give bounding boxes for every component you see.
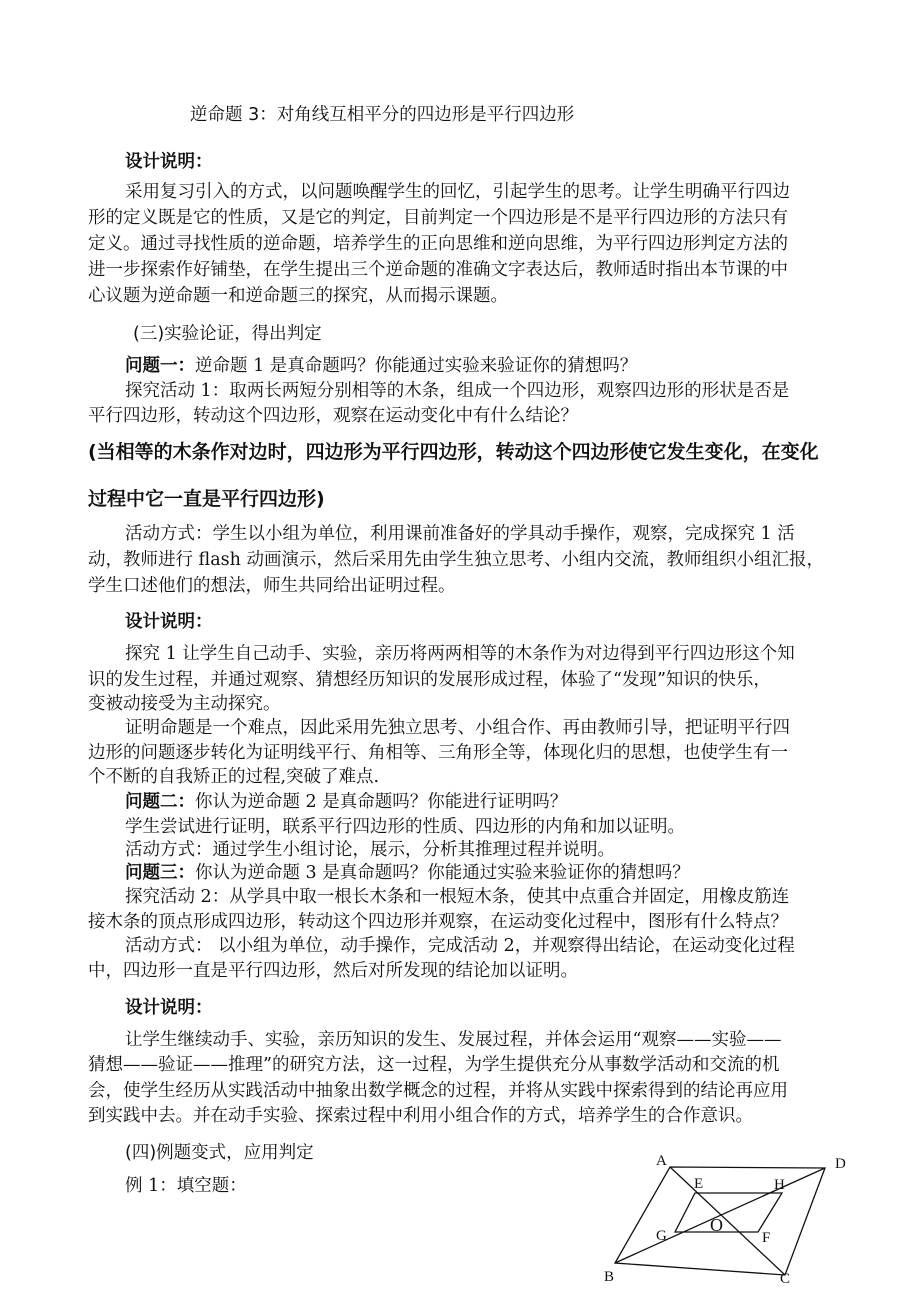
question-3-text: 你认为逆命题 3 是真命题吗？你能通过实验来验证你的猜想吗？ bbox=[195, 863, 690, 883]
question-2-text: 你认为逆命题 2 是真命题吗？你能进行证明吗？ bbox=[195, 792, 568, 812]
paragraph-line: 会，使学生经历从实践活动中抽象出数学概念的过程，并将从实践中探索得到的结论再应用 bbox=[88, 1081, 788, 1101]
label-e: E bbox=[694, 1176, 704, 1192]
paragraph-line: 活动方式：通过学生小组讨论，展示，分析其推理过程并说明。 bbox=[125, 840, 615, 860]
paragraph-line: 到实践中去。并在动手实验、探索过程中利用小组合作的方式，培养学生的合作意识。 bbox=[88, 1106, 753, 1126]
label-a: A bbox=[656, 1153, 667, 1169]
paragraph-line: 变被动接受为主动探究。 bbox=[88, 694, 281, 714]
paragraph-line: 猜想——验证——推理”的研究方法，这一过程，为学生提供充分从事数学活动和交流的机 bbox=[88, 1055, 780, 1075]
paragraph-line: 识的发生过程，并通过观察、猜想经历知识的发展形成过程，体验了“发现”知识的快乐， bbox=[88, 670, 771, 690]
question-1 bbox=[125, 354, 637, 378]
label-b: B bbox=[604, 1269, 615, 1285]
paragraph-line: 接木条的顶点形成四边形，转动这个四边形并观察，在运动变化过程中，图形有什么特点？ bbox=[88, 912, 788, 932]
paragraph-line: 探究活动 1：取两长两短分别相等的木条，组成一个四边形，观察四边形的形状是否是 bbox=[125, 381, 790, 401]
question-1-text: 逆命题 1 是真命题吗？你能通过实验来验证你的猜想吗？ bbox=[195, 356, 638, 376]
diagonal-ac bbox=[670, 1167, 785, 1275]
paragraph-line: 采用复习引入的方式，以问题唤醒学生的回忆，引起学生的思考。让学生明确平行四边 bbox=[125, 182, 790, 202]
paragraph-line: 动，教师进行 flash 动画演示，然后采用先由学生独立思考、小组内交流，教师组织小组汇报， bbox=[88, 550, 824, 570]
paragraph-line: 定义。通过寻找性质的逆命题，培养学生的正向思维和逆向思维，为平行四边形判定方法的 bbox=[88, 234, 788, 254]
answer-line: (当相等的木条作对边时，四边形为平行四边形，转动这个四边形使它发生变化，在变化 bbox=[88, 441, 819, 463]
section-4-title: (四)例题变式，应用判定 bbox=[125, 1143, 314, 1163]
design-note-label: 设计说明： bbox=[125, 612, 213, 632]
parallelogram-figure bbox=[590, 1145, 860, 1285]
design-note-label: 设计说明： bbox=[125, 152, 213, 172]
paragraph-line: 中，四边形一直是平行四边形，然后对所发现的结论加以证明。 bbox=[88, 961, 578, 981]
paragraph-line: 心议题为逆命题一和逆命题三的探究，从而揭示课题。 bbox=[88, 286, 508, 306]
label-h: H bbox=[774, 1177, 785, 1193]
paragraph-line: 活动方式：学生以小组为单位，利用课前准备好的学具动手操作，观察，完成探究 1 活 bbox=[125, 524, 795, 544]
heading-converse-3: 逆命题 3：对角线互相平分的四边形是平行四边形 bbox=[190, 105, 575, 125]
inner-parallelogram-ehfg bbox=[675, 1193, 782, 1232]
section-3-title: (三)实验论证，得出判定 bbox=[133, 324, 322, 344]
paragraph-line: 个不断的自我矫正的过程,突破了难点. bbox=[88, 767, 380, 787]
design-note-label: 设计说明： bbox=[125, 998, 213, 1018]
label-g: G bbox=[656, 1228, 667, 1244]
paragraph-line: 平行四边形，转动这个四边形，观察在运动变化中有什么结论？ bbox=[88, 406, 578, 426]
paragraph-line: 形的定义既是它的性质，又是它的判定，目前判定一个四边形是不是平行四边形的方法只有 bbox=[88, 208, 788, 228]
question-2 bbox=[125, 790, 567, 814]
paragraph-line: 让学生继续动手、实验，亲历知识的发生、发展过程，并体会运用“观察——实验—— bbox=[125, 1030, 782, 1050]
label-o: O bbox=[710, 1215, 723, 1235]
answer-line: 过程中它一直是平行四边形) bbox=[88, 488, 325, 510]
paragraph-line: 活动方式： 以小组为单位，动手操作，完成活动 2，并观察得出结论，在运动变化过程 bbox=[125, 936, 795, 956]
label-f: F bbox=[762, 1230, 771, 1246]
paragraph-line: 进一步探索作好铺垫，在学生提出三个逆命题的准确文字表达后，教师适时指出本节课的中 bbox=[88, 260, 788, 280]
example-1-label: 例 1：填空题： bbox=[125, 1176, 247, 1196]
paragraph-line: 学生口述他们的想法，师生共同给出证明过程。 bbox=[88, 576, 456, 596]
paragraph-line: 证明命题是一个难点，因此采用先独立思考、小组合作、再由教师引导，把证明平行四 bbox=[125, 718, 790, 738]
paragraph-line: 边形的问题逐步转化为证明线平行、角相等、三角形全等，体现化归的思想，也使学生有一 bbox=[88, 743, 788, 763]
question-3-label: 问题三： bbox=[125, 863, 195, 883]
paragraph-line: 探究 1 让学生自己动手、实验，亲历将两两相等的木条作为对边得到平行四边形这个知 bbox=[125, 644, 795, 664]
question-1-label: 问题一： bbox=[125, 356, 195, 376]
label-d: D bbox=[835, 1156, 846, 1172]
question-2-label: 问题二： bbox=[125, 792, 195, 812]
label-c: C bbox=[780, 1271, 791, 1285]
paragraph-line: 学生尝试进行证明，联系平行四边形的性质、四边形的内角和加以证明。 bbox=[125, 817, 685, 837]
paragraph-line: 探究活动 2：从学具中取一根长木条和一根短木条，使其中点重合并固定，用橡皮筋连 bbox=[125, 887, 790, 907]
question-3 bbox=[125, 861, 690, 885]
